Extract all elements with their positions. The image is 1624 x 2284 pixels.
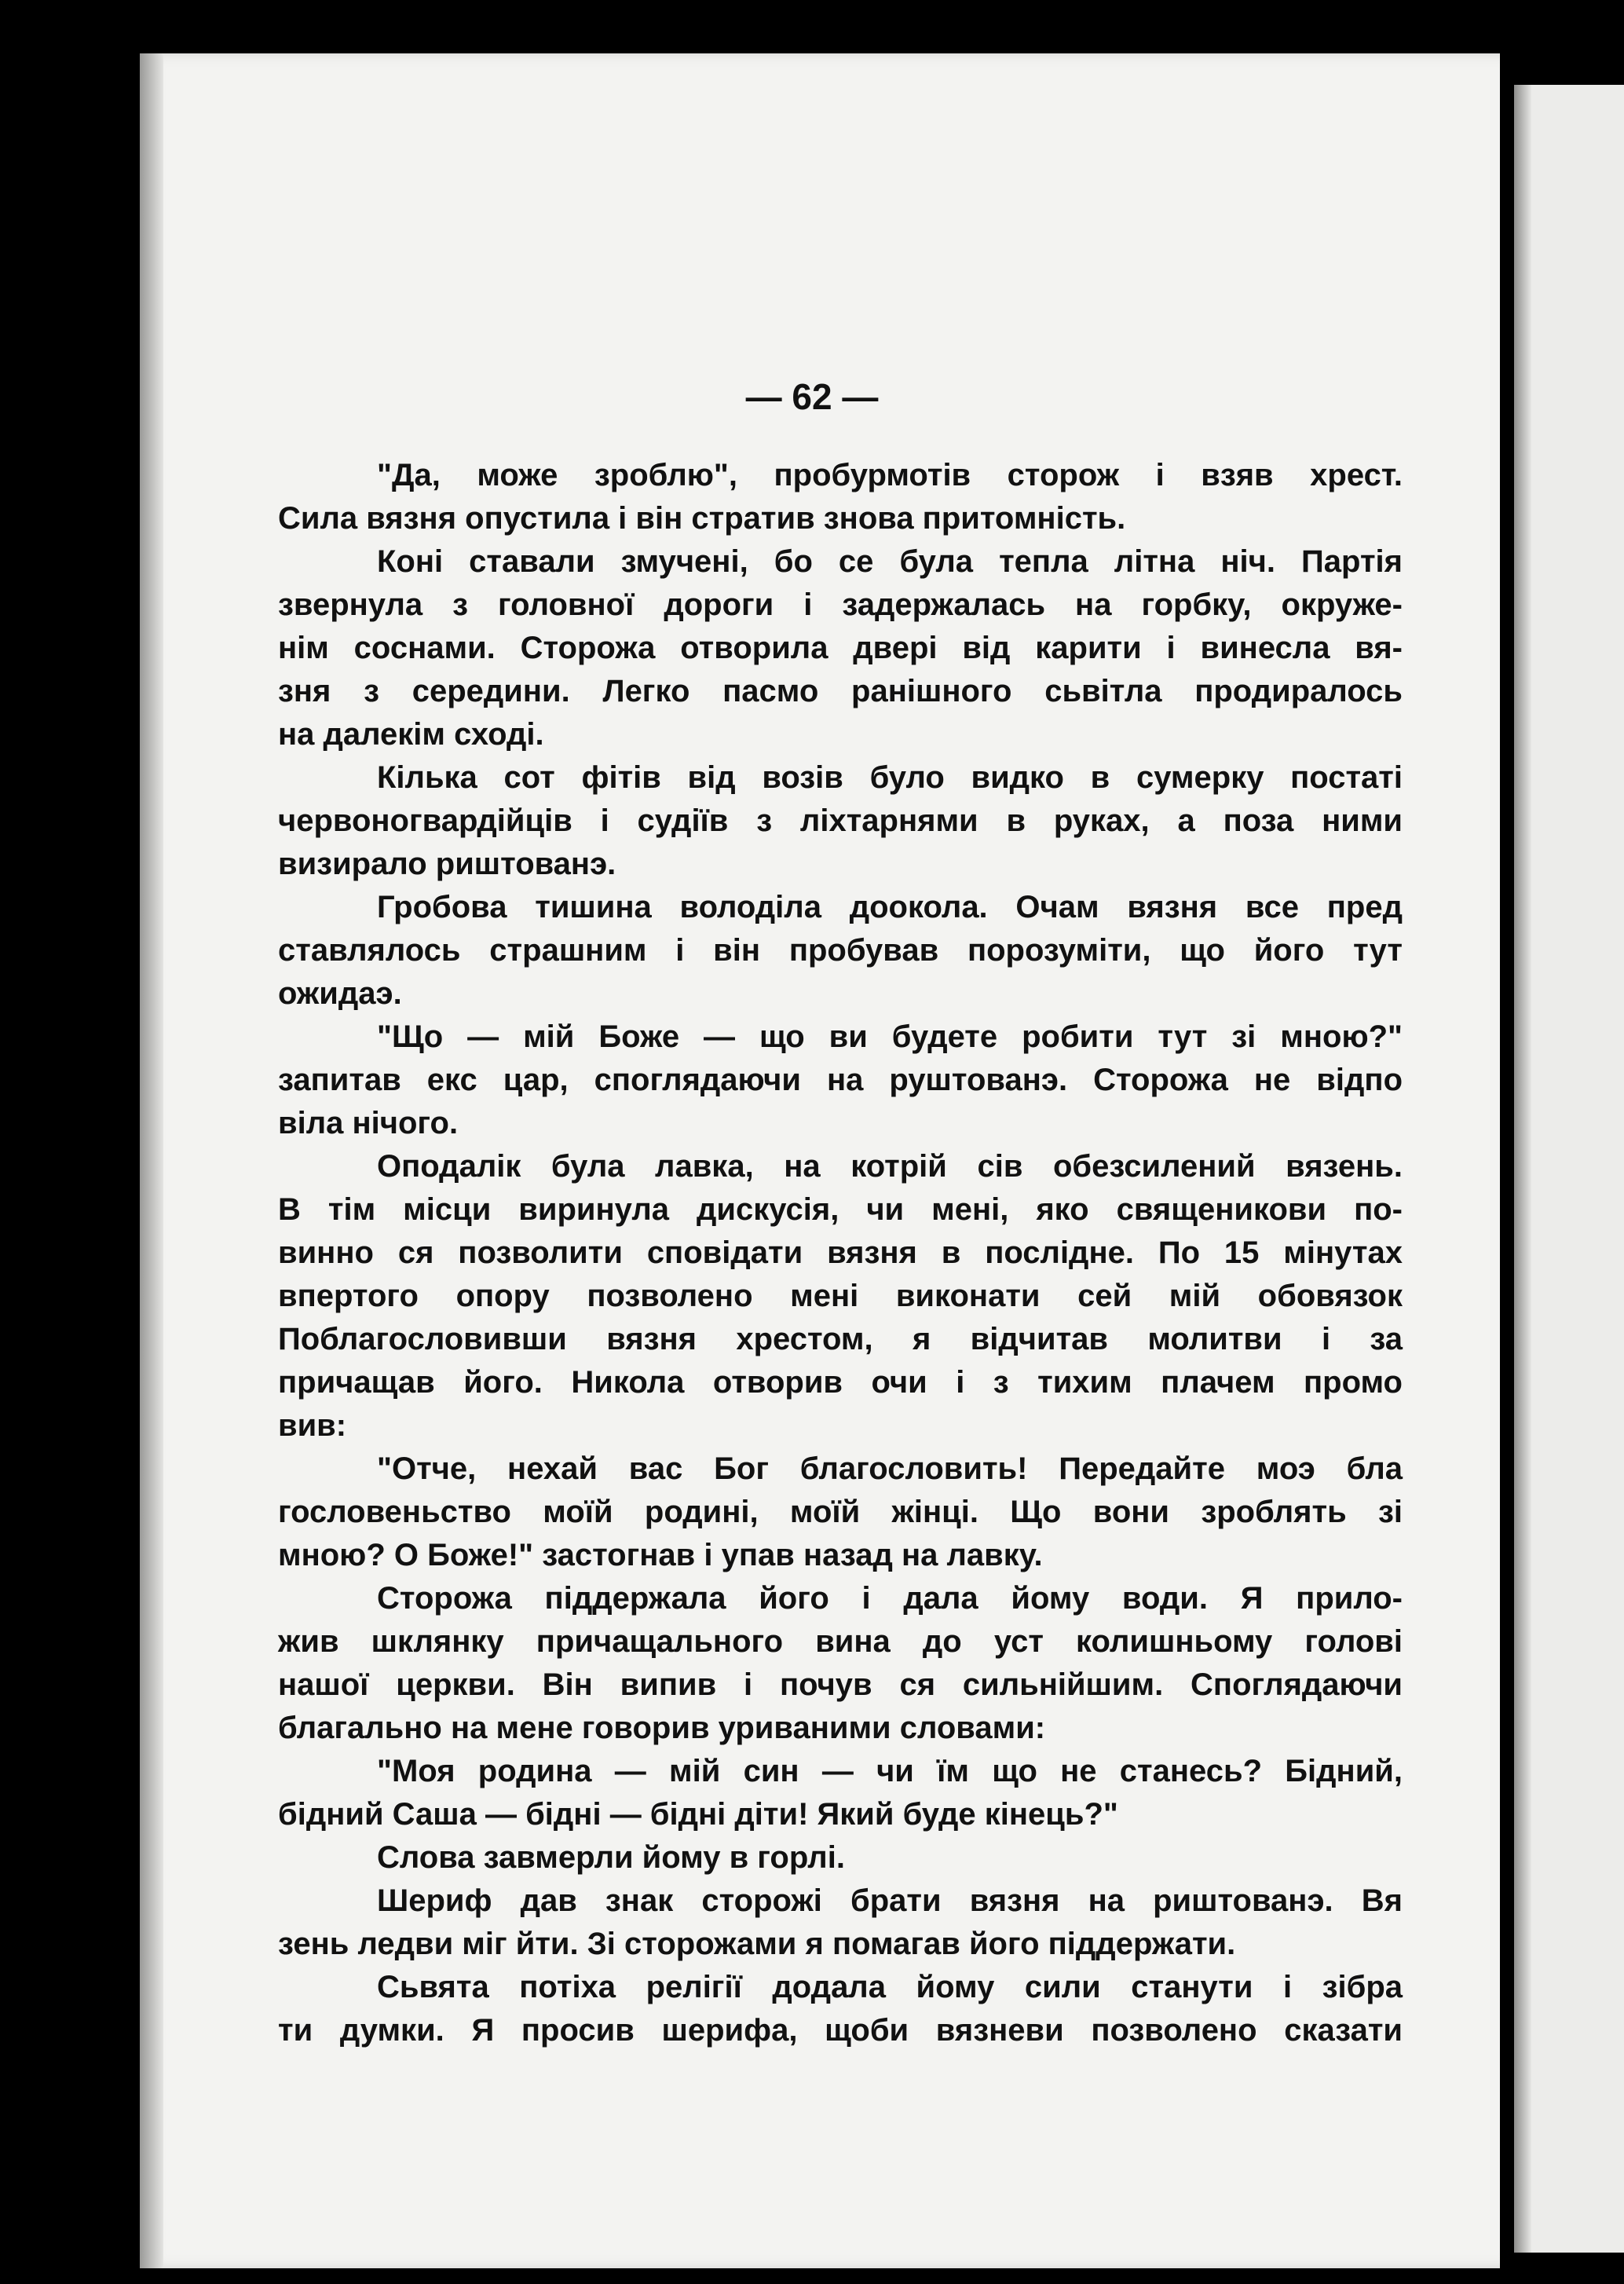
text-line: Кілька сот фітів від возів було видко в сумерку постаті — [377, 760, 1403, 795]
text-line: "Да, може зроблю", пробурмотів сторож і взяв хрест. — [377, 458, 1403, 492]
text-line: Шериф дав знак сторожі брати вязня на риштованэ. Вя — [377, 1883, 1403, 1918]
text-line: причащав його. Никола отворив очи і з тихим плачем промо — [278, 1365, 1403, 1400]
text-line: червоногвардійців і судіїв з ліхтарнями в руках, а поза ними — [278, 803, 1403, 838]
text-line: Слова завмерли йому в горлі. — [377, 1840, 845, 1875]
text-line: Гробова тишина володіла доокола. Очам вязня все пред — [377, 890, 1403, 924]
text-line: запитав екс цар, споглядаючи на руштованэ. Сторожа не відпо — [278, 1063, 1403, 1097]
text-line: В тім місци виринула дискусія, чи мені, яко священикови по- — [278, 1192, 1403, 1227]
text-line: винно ся позволити сповідати вязня в послідне. По 15 мінутах — [278, 1235, 1403, 1270]
text-line: зня з середини. Легко пасмо ранішного сьвітла продиралось — [278, 674, 1403, 708]
text-line: визирало риштованэ. — [278, 847, 616, 881]
text-line: бідний Саша — бідні — бідні діти! Який буде кінець?" — [278, 1797, 1118, 1832]
text-line: "Що — мій Боже — що ви будете робити тут зі мною?" — [377, 1019, 1403, 1054]
text-line: Сьвята потіха релігії додала йому сили станути і зібра — [377, 1970, 1403, 2004]
text-line: Сторожа піддержала його і дала йому води. Я прило- — [377, 1581, 1403, 1616]
text-line: нашої церкви. Він випив і почув ся сильнійшим. Споглядаючи — [278, 1667, 1403, 1702]
text-line: жив шклянку причащального вина до уст колишньому голові — [278, 1624, 1403, 1659]
text-line: благально на мене говорив уриваними словами: — [278, 1711, 1046, 1745]
text-line: вив: — [278, 1408, 347, 1443]
text-line: ти думки. Я просив шерифа, щоби вязневи позволено сказати — [278, 2013, 1403, 2048]
text-line: Оподалік була лавка, на котрій сів обезсилений вязень. — [377, 1149, 1403, 1184]
text-line: віла нічого. — [278, 1106, 459, 1140]
text-line: звернула з головної дороги і задержалась на горбку, окруже- — [278, 587, 1403, 622]
text-line: нім соснами. Сторожа отворила двері від карити і винесла вя- — [278, 631, 1403, 665]
text-line: "Моя родина — мій син — чи їм що не станесь? Бідний, — [377, 1754, 1403, 1788]
page-number: — 62 — — [745, 376, 879, 417]
text-line: Сила вязня опустила і він стратив знова притомність. — [278, 501, 1126, 536]
text-line: на далекім сході. — [278, 717, 544, 752]
text-line: мною? О Боже!" застогнав і упав назад на лавку. — [278, 1538, 1043, 1572]
text-line: Поблагословивши вязня хрестом, я відчитав молитви і за — [278, 1322, 1403, 1356]
body-text — [278, 454, 1403, 2052]
text-line: ставлялось страшним і він пробував порозуміти, що його тут — [278, 933, 1403, 968]
text-line: впертого опору позволено мені виконати сей мій обовязок — [278, 1279, 1403, 1313]
text-line: гословеньство моїй родині, моїй жінці. Що вони зроблять зі — [278, 1495, 1403, 1529]
text-line: Коні ставали змучені, бо се була тепла літна ніч. Партія — [377, 544, 1403, 579]
text-line: зень ледви міг йти. Зі сторожами я помагав його піддержати. — [278, 1927, 1236, 1961]
text-line: ожидаэ. — [278, 976, 402, 1011]
text-line: "Отче, нехай вас Бог благословить! Передайте моэ бла — [377, 1451, 1403, 1486]
